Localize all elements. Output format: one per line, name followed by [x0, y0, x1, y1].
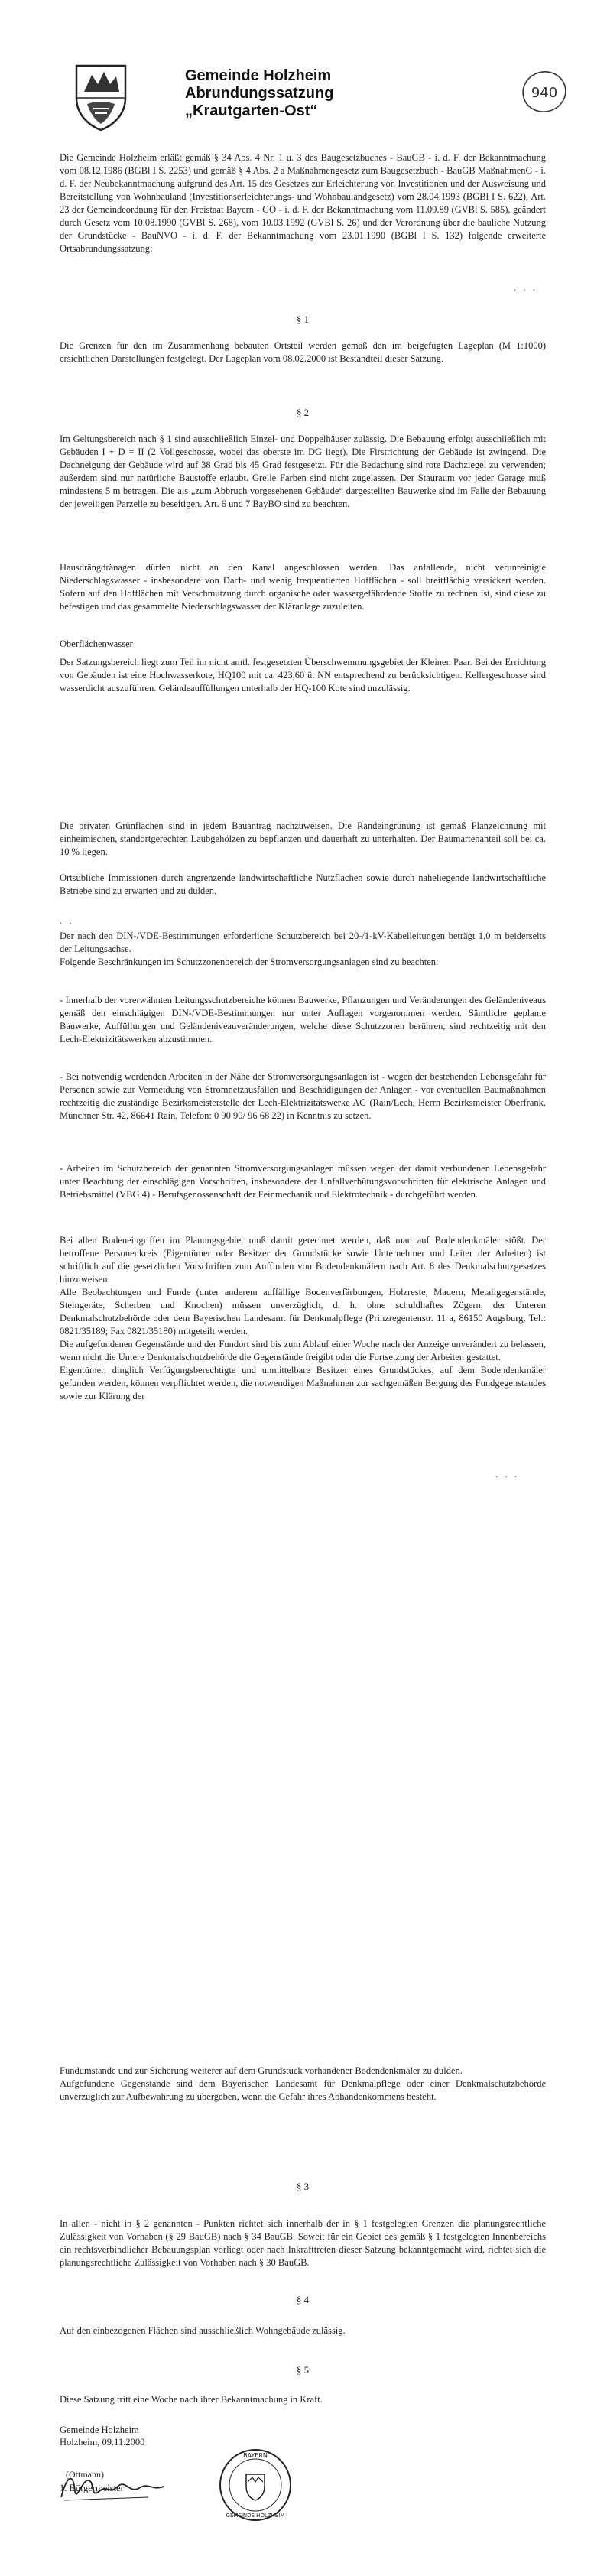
- divider-dots: . .: [60, 914, 74, 926]
- seal-text-top: BAYERN: [243, 2452, 268, 2459]
- section-1-text: Die Grenzen für den im Zusammenhang bebauten Ortsteil werden gemäß den im beigefügten Lageplan (M 1:1000) ersichtlichen Darstellungen festgelegt. Der Lageplan vom 08.02.2000 ist Bestandteil dieser Satzung.: [60, 340, 546, 364]
- section-2-paragraph-5: Ortsübliche Immissionen durch angrenzende landwirtschaftliche Nutzflächen sowie durch naheliegende landwirtschaftliche Betriebe sind zu erwarten und zu dulden.: [60, 872, 546, 896]
- section-2-paragraph-10: Bei allen Bodeneingriffen im Planungsgebiet muß damit gerechnet werden, daß man auf Bodendenkmäler stößt. Der betroffene Personenkreis (Eigentümer oder Besitzer der Grundstücke sowie Unternehmer und Leiter der Arbeiten) ist schriftlich auf die gesetzlichen Vorschriften zum Auffinden von Bodendenkmälern nach Art. 8 des Denkmalschutzgesetzes hinzuweisen: Alle Beobachtungen und Funde (unter anderem auffällige Bodenverfärbungen, Holzreste, Mauern, Metallgegenstände, Steingeräte, Scherben und Knochen) müssen unverzüglich, d. h. ohne schuldhaftes Zögern, der Unteren Denkmalschutzbehörde oder dem Bayerischen Landesamt für Denkmalpflege (Prinzregentenstr. 11 a, 86150 Augsburg, Tel.: 0821/35189; Fax 0821/35180) mitgeteilt werden. Die aufgefundenen Gegenstände und der Fundort sind bis zum Ablauf einer Woche nach der Anzeige unverändert zu belassen, wenn nicht die Untere Denkmalschutzbehörde die Gegenstände freigibt oder die Fortsetzung der Arbeiten gestattet. Eigentümer, dinglich Verfügungsberechtigte und unmittelbare Besitzer eines Grundstückes, auf dem Bodendenkmäler gefunden werden, können verpflichtet werden, die notwendigen Maßnahmen zur sachgemäßen Bergung des Fundgegenstandes sowie zur Klärung der: [60, 1235, 546, 1402]
- section-2-paragraph-7: - Innerhalb der vorerwähnten Leitungsschutzbereiche können Bauwerke, Pflanzungen und Veränderungen des Geländeniveaus gemäß den einschlägigen DIN-/VDE-Bestimmungen nur unter Auflagen vorgenommen werden. Sämtliche geplante Bauwerke, Auffüllungen und Geländeniveauveränderungen, welche diese Schutzzonen berühren, sind rechtzeitig mit den Lech-Elektrizitätswerken abzustimmen.: [60, 995, 546, 1044]
- section-2-paragraph-4: Die privaten Grünflächen sind in jedem Bauantrag nachzuweisen. Die Randeingrünung ist gemäß Planzeichnung mit einheimischen, standortgerechten Laubgehölzen zu bepflanzen und dauerhaft zu unterhalten. Der Baumartenanteil soll bei ca. 10 % liegen.: [60, 820, 546, 857]
- document-title: [185, 67, 414, 120]
- section-2-heading: § 2: [296, 407, 310, 418]
- section-2-paragraph-8: - Bei notwendig werdenden Arbeiten in der Nähe der Stromversorgungsanlagen ist - wegen der bestehenden Lebensgefahr für Personen sowie zur Vermeidung von Stromnetzausfällen und Beschädigungen der Anlagen - vor eventuellen Baumaßnahmen rechtzeitig die zuständige Bezirksmeisterstelle der Lech-Elektrizitätswerke AG (Rain/Lech, Herrn Bezirksmeister Oberfrank, Münchner Str. 42, 86641 Rain, Telefon: 0 90 90/ 96 68 22) in Kenntnis zu setzen.: [60, 1071, 546, 1121]
- stamp-number-text: 940: [531, 85, 558, 101]
- stamp-number-icon: [520, 67, 569, 116]
- section-1-heading: § 1: [296, 313, 310, 325]
- divider-dots: . . .: [495, 1468, 520, 1480]
- footer-date: Holzheim, 09.11.2000: [60, 2437, 145, 2448]
- section-5-text: Diese Satzung tritt eine Woche nach ihrer Bekanntmachung in Kraft.: [60, 2394, 323, 2405]
- section-2-paragraph-3: Der Satzungsbereich liegt zum Teil im nicht amtl. festgesetzten Überschwemmungsgebiet der Kleinen Paar. Bei der Errichtung von Gebäuden ist eine Hochwasserkote, HQ100 mit ca. 423,60 ü. NN entsprechend zu berücksichtigen. Kellergeschosse sind wasserdicht auszuführen. Geländeauffüllungen unterhalb der HQ-100 Kote sind unzulässig.: [60, 657, 546, 694]
- footer-name: (Ottmann): [66, 2469, 104, 2480]
- footer-place: Gemeinde Holzheim: [60, 2425, 139, 2435]
- title-line-municipality: Gemeinde Holzheim: [185, 67, 332, 84]
- section-2-paragraph-1: Im Geltungsbereich nach § 1 sind ausschließlich Einzel- und Doppelhäuser zulässig. Die Bebauung erfolgt ausschließlich mit Gebäuden I + D = II (2 Vollgeschosse, wobei das oberste im DG liegt). Die Firstrichtung der Gebäude ist zwingend. Die Dachneigung der Gebäude wird auf 38 Grad bis 45 Grad festgesetzt. Für die Bedachung sind rote Dachziegel zu verwenden; außerdem sind nur natürliche Baustoffe erlaubt. Grelle Farben sind nicht zugelassen. Der Stauraum vor jeder Garage muß mindestens 5 m betragen. Die als „zum Abbruch vorgesehenen Gebäude“ dargestellten Bauwerke sind im Falle der Bebauung der jeweiligen Parzelle zu beseitigen. Art. 6 und 7 BayBO sind zu beachten.: [60, 434, 546, 509]
- section-3-heading: § 3: [296, 2181, 310, 2192]
- section-2-paragraph-6: Der nach den DIN-/VDE-Bestimmungen erforderliche Schutzbereich bei 20-/1-kV-Kabelleitungen beträgt 1,0 m beiderseits der Leitungsachse. Folgende Beschränkungen im Schutzzonenbereich der Stromversorgungsanlagen sind zu beachten:: [60, 931, 546, 967]
- footer-role: 1. Bürgermeister: [60, 2483, 124, 2493]
- section-2-subheading: Oberflächenwasser: [60, 638, 133, 649]
- section-2-paragraph-9: - Arbeiten im Schutzbereich der genannten Stromversorgungsanlagen müssen wegen der damit verbundenen Lebensgefahr unter Beachtung der einschlägigen Vorschriften, insbesondere der Unfallverhütungsvorschriften für elektrische Anlagen und Betriebsmittel (VBG 4) - Berufsgenossenschaft der Feinmechanik und Elektrotechnik - durchgeführt werden.: [60, 1163, 546, 1200]
- section-5-heading: § 5: [296, 2364, 310, 2376]
- section-2-paragraph-2: Hausdrängdränagen dürfen nicht an den Kanal angeschlossen werden. Das anfallende, nicht verunreinigte Niederschlagswasser - insbesondere von Dach- und wenig frequentierten Hofflächen - soll breitflächig versickert werden. Sofern auf den Hofflächen mit Verschmutzung durch organische oder wassergefährdende Stoffe zu rechnen ist, sind diese zu befestigen und das gesammelte Niederschlagswasser der Kläranlage zuzuleiten.: [60, 562, 546, 612]
- title-line-area: „Krautgarten-Ost“: [185, 102, 318, 119]
- section-2-paragraph-11: Fundumstände und zur Sicherung weiterer auf dem Grundstück vorhandener Bodendenkmäler zu dulden. Aufgefundene Gegenstände sind dem Bayerischen Landesamt für Denkmalpflege oder einer Denkmalschutzbehörde unverzüglich zur Aufbewahrung zu übergeben, wenn die Gefahr ihres Abhandenkommens besteht.: [60, 2065, 546, 2102]
- section-3-text: In allen - nicht in § 2 genannten - Punkten richtet sich innerhalb der in § 1 festgelegten Grenzen die planungsrechtliche Zulässigkeit von Vorhaben (§ 29 BauGB) nach § 34 BauGB. Soweit für ein Gebiet des gemäß § 1 festgelegten Innenbereichs ein rechtsverbindlicher Bebauungsplan vorliegt oder nach Inkrafttreten dieser Satzung bekanntgemacht wird, richtet sich die planungsrechtliche Zulässigkeit von Vorhaben nach § 30 BauGB.: [60, 2218, 546, 2268]
- section-4-text: Auf den einbezogenen Flächen sind ausschließlich Wohngebäude zulässig.: [60, 2325, 346, 2336]
- coat-of-arms-icon: [70, 61, 131, 132]
- intro-paragraph: Die Gemeinde Holzheim erläßt gemäß § 34 Abs. 4 Nr. 1 u. 3 des Baugesetzbuches - BauGB - i. d. F. der Bekanntmachung vom 08.12.1986 (BGBl I S. 2253) und gemäß § 4 Abs. 2 a Maßnahmengesetz zum Baugesetzbuch - BauGB MaßnahmenG - i. d. F. der Neubekanntmachung aufgrund des Art. 15 des Gesetzes zur Erleichterung von Investitionen und der Ausweisung und Bereitstellung von Wohnbauland (Investitionserleichterungs- und Wohnbaulandgesetz) vom 28.04.1993 (BGBl I S. 622), Art. 23 der Gemeindeordnung für den Freistaat Bayern - GO - i. d. F. der Bekanntmachung vom 11.09.89 (GVBl S. 585), geändert durch Gesetz vom 10.08.1990 (GVBl S. 268), vom 10.03.1992 (GVBl S. 26) und der Verordnung über die bauliche Nutzung der Grundstücke - BauNVO - i. d. F. der Bekanntmachung vom 23.01.1990 (BGBl I S. 132) folgende erweiterte Ortsabrundungssatzung:: [60, 152, 546, 254]
- section-4-heading: § 4: [296, 2294, 310, 2305]
- title-line-statute: Abrundungssatzung: [185, 85, 334, 102]
- seal-text-bottom: GEMEINDE HOLZHEIM: [226, 2513, 285, 2519]
- municipal-seal-icon: [217, 2447, 294, 2523]
- divider-dots: . . .: [514, 281, 538, 293]
